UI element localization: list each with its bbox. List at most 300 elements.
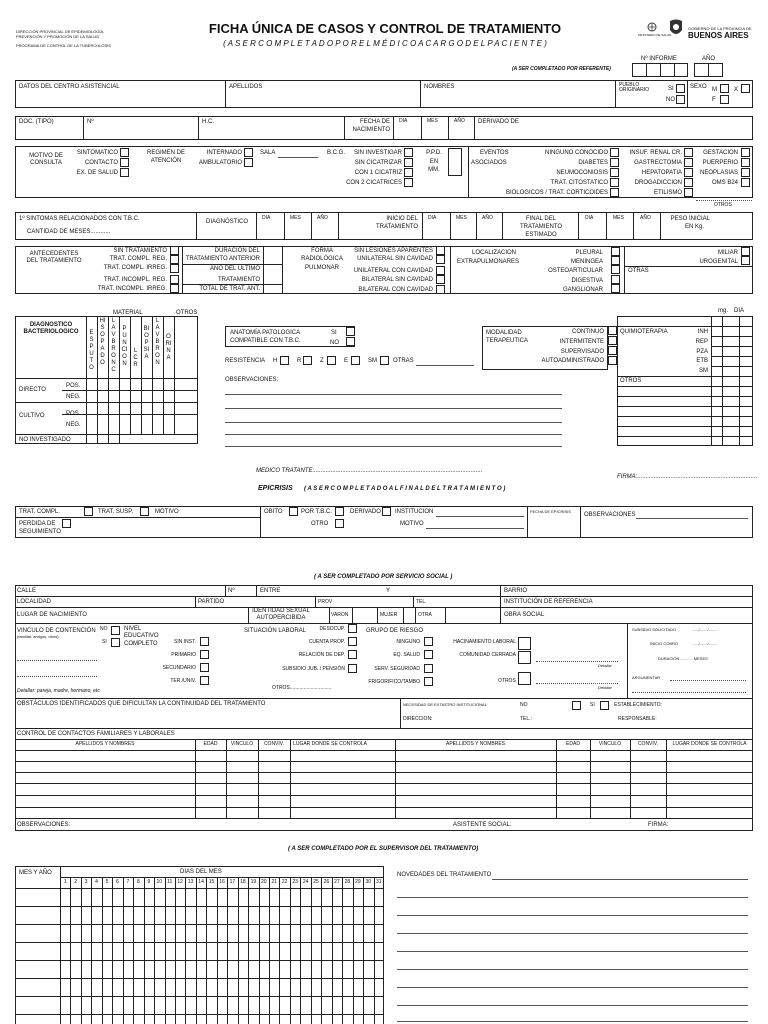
relacion-dep-checkbox[interactable] xyxy=(348,650,357,659)
duracion-label-2: TRATAMIENTO ANTERIOR xyxy=(185,256,260,262)
apellidos-label: APELLIDOS xyxy=(229,84,263,90)
renal-checkbox[interactable] xyxy=(684,148,693,157)
sin-lesiones-checkbox[interactable] xyxy=(436,246,445,255)
sm-label: SM xyxy=(699,368,708,374)
firma-ss-label: FIRMA: xyxy=(648,822,669,828)
day-divider xyxy=(185,877,186,1024)
derivado-label: DERIVADO DE xyxy=(478,119,519,125)
day-divider xyxy=(144,877,145,1024)
otros-riesgo-label: OTROS xyxy=(498,678,516,684)
trat-compl-label: TRAT. COMPL. xyxy=(19,509,60,515)
col-biopsia: BIOPSIA xyxy=(143,326,150,360)
biologicos-label: BIOLOGICOS / TRAT. CORTICOIDES xyxy=(505,190,608,196)
cuenta-prop-label: CUENTA PROP. xyxy=(308,639,345,645)
con1-label: CON 1 CICATRIZ xyxy=(354,170,402,176)
directo-label: DIRECTO xyxy=(19,387,46,393)
day-divider xyxy=(175,877,176,1024)
necesidad-si-checkbox[interactable] xyxy=(600,701,609,710)
bcg-sin-cicatriz-checkbox[interactable] xyxy=(404,158,413,167)
sexo-f-checkbox[interactable] xyxy=(720,95,729,104)
day-divider xyxy=(165,877,166,1024)
mm-label: MM. xyxy=(428,167,440,173)
ppd-input[interactable] xyxy=(448,148,462,176)
pueblo-no-checkbox[interactable] xyxy=(676,95,685,104)
asistente-social-label: ASISTENTE SOCIAL: xyxy=(453,822,512,828)
neoplasias-label: NEOPLASIAS xyxy=(699,170,738,176)
anatomia-label: ANATOMÍA PATOLOGICA xyxy=(230,330,301,336)
ambulatorio-checkbox[interactable] xyxy=(244,158,253,167)
day-divider xyxy=(363,877,364,1024)
contacto-label: CONTACTO xyxy=(84,160,118,166)
ppd-label: P.P.D. xyxy=(426,150,442,156)
cobro-fecha: ....../......./........ xyxy=(692,641,718,646)
necesidad-no-label: NO xyxy=(520,702,528,708)
day-header: 20 xyxy=(261,879,267,885)
day-header: 30 xyxy=(365,879,372,885)
day-divider xyxy=(248,877,249,1024)
mes-anio-label: MES Y AÑO xyxy=(19,870,52,876)
otras-loc-label: OTRAS xyxy=(628,268,649,274)
localidad-label: LOCALIDAD xyxy=(17,599,52,605)
continuo-checkbox[interactable] xyxy=(608,326,617,335)
col-lavbronc: LAVBRONC xyxy=(111,318,116,373)
novedades-label: NOVEDADES DEL TRATAMIENTO xyxy=(397,872,492,878)
buenos-aires-label: BUENOS AIRES xyxy=(688,31,749,40)
rep-label: REP xyxy=(695,339,708,345)
org-line-2: PREVENCIÓN Y PROMOCIÓN DE LA SALUD xyxy=(16,34,100,39)
duracion-label: DURACIÓN DEL xyxy=(214,248,260,254)
subsidio-jub-checkbox[interactable] xyxy=(348,664,357,673)
otros-riesgo-checkbox[interactable] xyxy=(518,672,531,685)
ultimo-label: AÑO DEL ÚLTIMO xyxy=(209,266,260,272)
medico-tratante-label: MEDICO TRATANTE:..................................................................................................... xyxy=(256,468,483,474)
trat-susp-checkbox[interactable] xyxy=(140,507,149,516)
final-mes-label: MES xyxy=(613,215,624,221)
servicio-social-heading: ( A SER COMPLETADO POR SERVICIO SOCIAL ) xyxy=(314,574,453,580)
frigorifico-checkbox[interactable] xyxy=(424,677,433,686)
necesidad-no-checkbox[interactable] xyxy=(572,701,581,710)
day-row xyxy=(15,924,384,925)
contactos-edad-header: EDAD xyxy=(203,741,218,747)
obstaculos-label: OBSTÁCULOS IDENTIFICADOS QUE DIFICULTAN LA CONTINUIDAD DEL TRATAMIENTO xyxy=(17,701,266,707)
neumoconiosis-checkbox[interactable] xyxy=(610,168,619,177)
anatomia-label-2: COMPATIBLE CON T.B.C. xyxy=(230,338,301,344)
day-header: 13 xyxy=(187,879,194,885)
day-header: 23 xyxy=(292,879,298,885)
internado-checkbox[interactable] xyxy=(244,148,253,157)
en-label: EN xyxy=(429,159,439,165)
final-label-3: ESTIMADO xyxy=(525,232,557,238)
continuo-label: CONTINUO xyxy=(572,329,604,335)
otros-quimio-label: OTROS xyxy=(620,378,642,384)
day-divider xyxy=(342,877,343,1024)
regimen-label-2: ATENCIÓN xyxy=(150,158,182,164)
motivo-susp-label: MOTIVO xyxy=(155,509,179,515)
diabetes-checkbox[interactable] xyxy=(610,158,619,167)
uni-con-checkbox[interactable] xyxy=(436,266,445,275)
day-header: 8 xyxy=(136,879,140,885)
sexo-label: SEXO xyxy=(690,84,707,90)
dia-label: DIA xyxy=(399,118,408,124)
cultivo-neg-label: NEG. xyxy=(66,422,81,428)
fecha-nac-label: FECHA DE xyxy=(359,119,390,125)
eq-salud-label: EQ. SALUD xyxy=(393,652,420,658)
contacto-checkbox[interactable] xyxy=(120,158,129,167)
vinculo-detail: (familiar, amigos, otros) xyxy=(17,634,59,639)
compl-reg-checkbox[interactable] xyxy=(170,255,179,264)
diabetes-label: DIABETES xyxy=(578,160,608,166)
otra-label: OTRA xyxy=(418,612,432,618)
ultimo-label-2: TRATAMIENTO xyxy=(218,277,260,283)
drogadiccion-label: DROGADICCION xyxy=(634,180,682,186)
diag-bact-label-2: BACTERIOLOGICO xyxy=(23,329,79,335)
incompl-irreg-label: TRAT. INCOMPL. IRREG. xyxy=(97,286,167,292)
day-divider xyxy=(279,877,280,1024)
pueblo-label: PUEBLO xyxy=(619,82,640,88)
sin-inst-checkbox[interactable] xyxy=(200,637,209,646)
desocup-checkbox[interactable] xyxy=(348,624,357,633)
cantidad-meses-label: CANTIDAD DE MESES............ xyxy=(27,229,111,235)
day-header: 22 xyxy=(281,879,288,885)
etilismo-label: ETILISMO xyxy=(653,190,682,196)
contactos-vinculo-header-2: VINCULO xyxy=(598,741,622,747)
day-header: 5 xyxy=(105,879,109,885)
incompl-reg-label: TRAT. INCOMPL. REG. xyxy=(103,277,167,283)
citostatico-checkbox[interactable] xyxy=(610,178,619,187)
etilismo-checkbox[interactable] xyxy=(684,188,693,197)
hacinamiento-checkbox[interactable] xyxy=(518,637,531,650)
final-label: FINAL DEL xyxy=(525,216,557,222)
f-label: F xyxy=(712,97,716,103)
miliar-checkbox[interactable] xyxy=(741,247,750,256)
fecha-epicrisis-label: FECHA DE EPICRISIS xyxy=(530,509,571,514)
nombres-label: NOMBRES xyxy=(424,84,455,90)
ter-checkbox[interactable] xyxy=(200,676,209,685)
duracion-meses-label: DURACIÓN ........... MESES xyxy=(658,656,708,661)
diag-anio-label: AÑO xyxy=(317,215,328,221)
perdida-checkbox[interactable] xyxy=(62,519,71,528)
day-header: 18 xyxy=(240,879,246,885)
bi-con-checkbox[interactable] xyxy=(436,285,445,294)
gestacion-label: GESTACION xyxy=(703,150,738,156)
comunidad-checkbox[interactable] xyxy=(518,651,531,664)
obito-label: OBITO xyxy=(264,509,283,515)
day-header: 24 xyxy=(302,879,309,885)
nro-label: Nº xyxy=(87,119,94,125)
day-row xyxy=(15,942,384,943)
observaciones-ss-label: OBSERVACIONES: xyxy=(17,822,71,828)
primario-label: PRIMARIO xyxy=(171,652,196,658)
varon-label: VARON xyxy=(331,612,349,618)
necesidad-label: NECESIDAD DE EXTASTRO INSTITUCIONAL xyxy=(403,702,487,707)
diag-mes-label: MES xyxy=(290,215,301,221)
ministry-label: MINISTERIO DE SALUD xyxy=(638,33,672,37)
day-header: 17 xyxy=(229,879,236,885)
day-divider xyxy=(238,877,239,1024)
lugar-nac-label: LUGAR DE NACIMIENTO xyxy=(17,612,87,618)
sintomatico-checkbox[interactable] xyxy=(120,148,129,157)
con2-label: CON 2 CICATRICES xyxy=(346,180,402,186)
day-divider xyxy=(217,877,218,1024)
bi-sin-checkbox[interactable] xyxy=(436,275,445,284)
section-datos-paciente xyxy=(15,80,753,108)
res-h-checkbox[interactable] xyxy=(280,356,289,365)
sexo-x-checkbox[interactable] xyxy=(741,84,750,93)
bcg-sin-investigar-checkbox[interactable] xyxy=(404,148,413,157)
day-row xyxy=(15,978,384,979)
neoplasias-checkbox[interactable] xyxy=(741,168,750,177)
primario-checkbox[interactable] xyxy=(200,650,209,659)
sin-inst-label: SIN INST. xyxy=(174,639,196,645)
col-orina: ORINA xyxy=(165,334,172,361)
day-divider xyxy=(321,877,322,1024)
datos-centro-label: DATOS DEL CENTRO ASISTENCIAL xyxy=(19,84,120,90)
day-header: 19 xyxy=(250,879,257,885)
day-divider xyxy=(206,877,207,1024)
inst-ref-label: INSTITUCIÓN DE REFERENCIA xyxy=(504,599,593,605)
day-header: 14 xyxy=(198,879,204,885)
peso-label-2: EN Kg. xyxy=(684,224,704,230)
obito-checkbox[interactable] xyxy=(289,507,298,516)
compl-irreg-checkbox[interactable] xyxy=(170,264,179,273)
drogadiccion-checkbox[interactable] xyxy=(684,178,693,187)
mg-label: mg. xyxy=(718,308,729,314)
otro-checkbox[interactable] xyxy=(335,519,344,528)
no-label: NO xyxy=(666,97,675,103)
day-divider xyxy=(81,877,82,1024)
pleural-label: PLEURAL xyxy=(575,250,603,256)
digestiva-checkbox[interactable] xyxy=(611,275,620,284)
pueblo-si-checkbox[interactable] xyxy=(676,84,685,93)
derivado-checkbox[interactable] xyxy=(382,507,391,516)
antecedentes-label: ANTECEDENTES xyxy=(29,251,79,257)
res-h-label: H xyxy=(273,358,278,364)
contactos-lugar-header-2: LUGAR DONDE SE CONTROLA xyxy=(672,741,747,747)
diag-dia-label: DIA xyxy=(262,215,271,221)
biologicos-checkbox[interactable] xyxy=(610,188,619,197)
x-label: X xyxy=(734,87,739,93)
ganglionar-label: GANGLIONAR xyxy=(562,287,603,293)
internado-label: INTERNADO xyxy=(206,150,242,156)
anio-label: AÑO xyxy=(702,56,716,62)
form-subtitle: ( A S E R C O M P L E T A D O P O R E L M É D I C O A C A R G O D E L P A C I E N T E ) xyxy=(223,39,547,48)
day-divider xyxy=(259,877,260,1024)
autoadm-checkbox[interactable] xyxy=(608,356,617,365)
ninguno-label: NINGUNO CONOCIDO xyxy=(545,150,608,156)
mujer-label: MUJER xyxy=(380,612,398,618)
referente-note: (A SER COMPLETADO POR REFERENTE) xyxy=(512,66,611,72)
subsidio-jub-label: SUBSIDIO JUB. / PENSIÓN xyxy=(282,666,345,672)
org-line-1: DIRECCIÓN PROVINCIAL DE EPIDEMIOLOGÍA, xyxy=(16,29,105,34)
inicio-mes-label: MES xyxy=(456,215,467,221)
entre-label: ENTRE xyxy=(260,588,281,594)
inh-label: INH xyxy=(697,329,708,335)
province-shield-icon xyxy=(668,18,684,40)
res-e-label: E xyxy=(344,358,349,364)
total-label: TOTAL DE TRAT. ANT. xyxy=(199,286,260,292)
pleural-checkbox[interactable] xyxy=(611,247,620,256)
bcg-label: B.C.G. xyxy=(327,150,346,156)
day-divider xyxy=(133,877,134,1024)
bcg-con1-checkbox[interactable] xyxy=(404,168,413,177)
col-esputo: ESPUTO xyxy=(89,330,94,371)
anatomia-no-checkbox[interactable] xyxy=(346,337,355,346)
hepatopatia-label: HEPATOPATIA xyxy=(641,170,682,176)
tel-ss-label: TEL.: xyxy=(520,716,532,722)
citostatico-label: TRAT. CITOSTATICO xyxy=(550,180,608,186)
day-row xyxy=(15,960,384,961)
col-lcr: LCR xyxy=(133,348,138,368)
calle-label: CALLE xyxy=(17,588,37,594)
contactos-ape-nom-header-2: APELLIDOS Y NOMBRES xyxy=(445,741,505,747)
hacinamiento-label: HACINAMIENTO LABORAL xyxy=(453,639,516,645)
subsidio-solicitado-label: SUBSIDIO SOLICITADO xyxy=(632,627,677,632)
res-sm-checkbox[interactable] xyxy=(380,356,389,365)
contactos-ape-nom-header: APELLIDOS Y NOMBRES xyxy=(75,741,135,747)
cuenta-prop-checkbox[interactable] xyxy=(348,637,357,646)
perdida-label-2: SEGUIMIENTO xyxy=(19,529,61,535)
subsidio-fecha: ....../......./........ xyxy=(692,627,718,632)
sexo-m-checkbox[interactable] xyxy=(720,84,729,93)
ambulatorio-label: AMBULATORIO xyxy=(198,160,242,166)
incompl-irreg-checkbox[interactable] xyxy=(170,284,179,293)
necesidad-si-label: SI xyxy=(590,702,595,708)
meningea-checkbox[interactable] xyxy=(611,256,620,265)
hepatopatia-checkbox[interactable] xyxy=(684,168,693,177)
gastrectomia-checkbox[interactable] xyxy=(684,158,693,167)
directo-neg-label: NEG. xyxy=(66,394,81,400)
dia-mg-label: DIA xyxy=(734,308,745,314)
regimen-label: REGIMEN DE xyxy=(146,150,185,156)
tel-label: TEL. xyxy=(416,599,427,605)
forma-label-3: PULMONAR xyxy=(304,265,339,271)
contactos-edad-header-2: EDAD xyxy=(566,741,580,747)
day-divider xyxy=(123,877,124,1024)
osteoarticular-checkbox[interactable] xyxy=(611,265,620,274)
contactos-vinculo-header: VINCULO xyxy=(230,741,254,747)
nivel-label: NIVEL xyxy=(124,626,142,632)
supervisado-checkbox[interactable] xyxy=(608,346,617,355)
eq-salud-checkbox[interactable] xyxy=(424,650,433,659)
por-tbc-checkbox[interactable] xyxy=(335,507,344,516)
miliar-label: MILIAR xyxy=(717,250,738,256)
epicrisis-subtitle: ( A S E R C O M P L E T A D O A L F I N A L D E L T R A T A M I E N T O ) xyxy=(304,486,506,492)
bi-con-label: BILATERAL CON CAVIDAD xyxy=(358,287,433,293)
ex-salud-checkbox[interactable] xyxy=(120,168,129,177)
inicio-cobro-label: INICIO COBRO xyxy=(650,641,679,646)
day-header: 4 xyxy=(95,879,98,885)
frigorifico-label: FRIGORIFICO/TAMBO xyxy=(368,679,420,685)
ninguno-checkbox[interactable] xyxy=(610,148,619,157)
puerperio-checkbox[interactable] xyxy=(741,158,750,167)
relacion-dep-label: RELACIÓN DE DEP. xyxy=(298,652,345,658)
ter-label: TER./UNIV. xyxy=(170,678,196,684)
intermitente-checkbox[interactable] xyxy=(608,336,617,345)
identidad-label-2: AUTOPERCIBIDA xyxy=(256,615,306,621)
intermitente-label: INTERMITENTE xyxy=(559,339,604,345)
day-divider xyxy=(70,877,71,1024)
fecha-nac-label-2: NACIMIENTO xyxy=(352,127,390,133)
gestacion-checkbox[interactable] xyxy=(741,148,750,157)
vinculo-si-checkbox[interactable] xyxy=(111,638,120,647)
observaciones-label: OBSERVACIONES: xyxy=(225,377,279,383)
res-r-checkbox[interactable] xyxy=(303,356,312,365)
anatomia-si-label: SI xyxy=(331,330,337,336)
anatomia-si-checkbox[interactable] xyxy=(346,327,355,336)
secundario-checkbox[interactable] xyxy=(200,663,209,672)
localizacion-label: LOCALIZACION xyxy=(472,250,517,256)
vinculo-no-checkbox[interactable] xyxy=(111,626,120,635)
day-header: 2 xyxy=(74,879,78,885)
res-otras-label: OTRAS xyxy=(393,358,414,364)
day-header: 3 xyxy=(84,879,88,885)
detallar-label: Detallar: pareja, madre, hermano, etc xyxy=(17,688,100,694)
contactos-conviv-header: CONVIV. xyxy=(263,741,285,747)
meningea-label: MENINGEA xyxy=(570,259,603,265)
incompl-reg-checkbox[interactable] xyxy=(170,275,179,284)
day-header: 21 xyxy=(271,879,278,885)
directo-pos-label: POS. xyxy=(66,383,81,389)
firma-medico-label: FIRMA:........................................................................ xyxy=(617,474,758,480)
partido-label: PARTIDO xyxy=(198,599,225,605)
ninguno-riesgo-checkbox[interactable] xyxy=(424,637,433,646)
hc-label: H.C. xyxy=(202,119,214,125)
urogenital-checkbox[interactable] xyxy=(741,256,750,265)
day-divider xyxy=(332,877,333,1024)
bcg-con2-checkbox[interactable] xyxy=(404,178,413,187)
oms-checkbox[interactable] xyxy=(741,178,750,187)
day-header: 25 xyxy=(313,879,319,885)
sin-cicatriz-label: SIN CICATRIZAR xyxy=(354,160,402,166)
vinculo-label: VINCULO DE CONTENCIÓN xyxy=(17,628,96,634)
dias-mes-label: DIAS DEL MES xyxy=(180,869,222,875)
si-label: SI xyxy=(668,86,674,92)
res-e-checkbox[interactable] xyxy=(351,356,360,365)
ganglionar-checkbox[interactable] xyxy=(611,284,620,293)
serv-seg-label: SERV. SEGURIDAD xyxy=(374,666,420,672)
vinculo-si-label: SI xyxy=(102,639,107,645)
responsable-label: RESPONSABLE: xyxy=(618,716,657,722)
day-header: 11 xyxy=(167,879,173,885)
res-z-label: Z xyxy=(320,358,324,364)
forma-label: FORMA xyxy=(311,248,333,254)
form-title: FICHA ÚNICA DE CASOS Y CONTROL DE TRATAMIENTO xyxy=(208,21,562,36)
res-z-checkbox[interactable] xyxy=(327,356,336,365)
diagnostico-label: DIAGNÓSTICO xyxy=(206,219,249,225)
day-header: 7 xyxy=(126,879,130,885)
renal-label: INSUF. RENAL CR. xyxy=(629,150,682,156)
etb-label: ETB xyxy=(696,358,708,364)
pza-label: PZA xyxy=(696,349,708,355)
establecimiento-label: ESTABLECIMIENTO: xyxy=(614,702,662,708)
uni-sin-checkbox[interactable] xyxy=(436,255,445,264)
res-sm-label: SM xyxy=(368,358,377,364)
inicio-label-2: TRATAMIENTO xyxy=(376,224,418,230)
sin-trat-checkbox[interactable] xyxy=(170,246,179,255)
asociados-label: ASOCIADOS xyxy=(471,160,507,166)
por-tbc-label: POR T.B.C. xyxy=(301,509,332,515)
modalidad-label: MODALIDAD xyxy=(486,330,522,336)
sintomatico-label: SINTOMATICO xyxy=(76,150,118,156)
trat-compl-checkbox[interactable] xyxy=(84,507,93,516)
oms-label: OMS B24 xyxy=(711,180,738,186)
modalidad-label-2: TERAPEUTICA xyxy=(486,338,529,344)
supervisor-heading: ( A SER COMPLETADO POR EL SUPERVISOR DEL TRATAMIENTO) xyxy=(288,846,479,852)
vinculo-no-label: NO xyxy=(100,626,108,632)
institucion-label: INSTITUCION xyxy=(395,509,434,515)
material-label: MATERIAL xyxy=(113,310,143,316)
serv-seg-checkbox[interactable] xyxy=(424,664,433,673)
